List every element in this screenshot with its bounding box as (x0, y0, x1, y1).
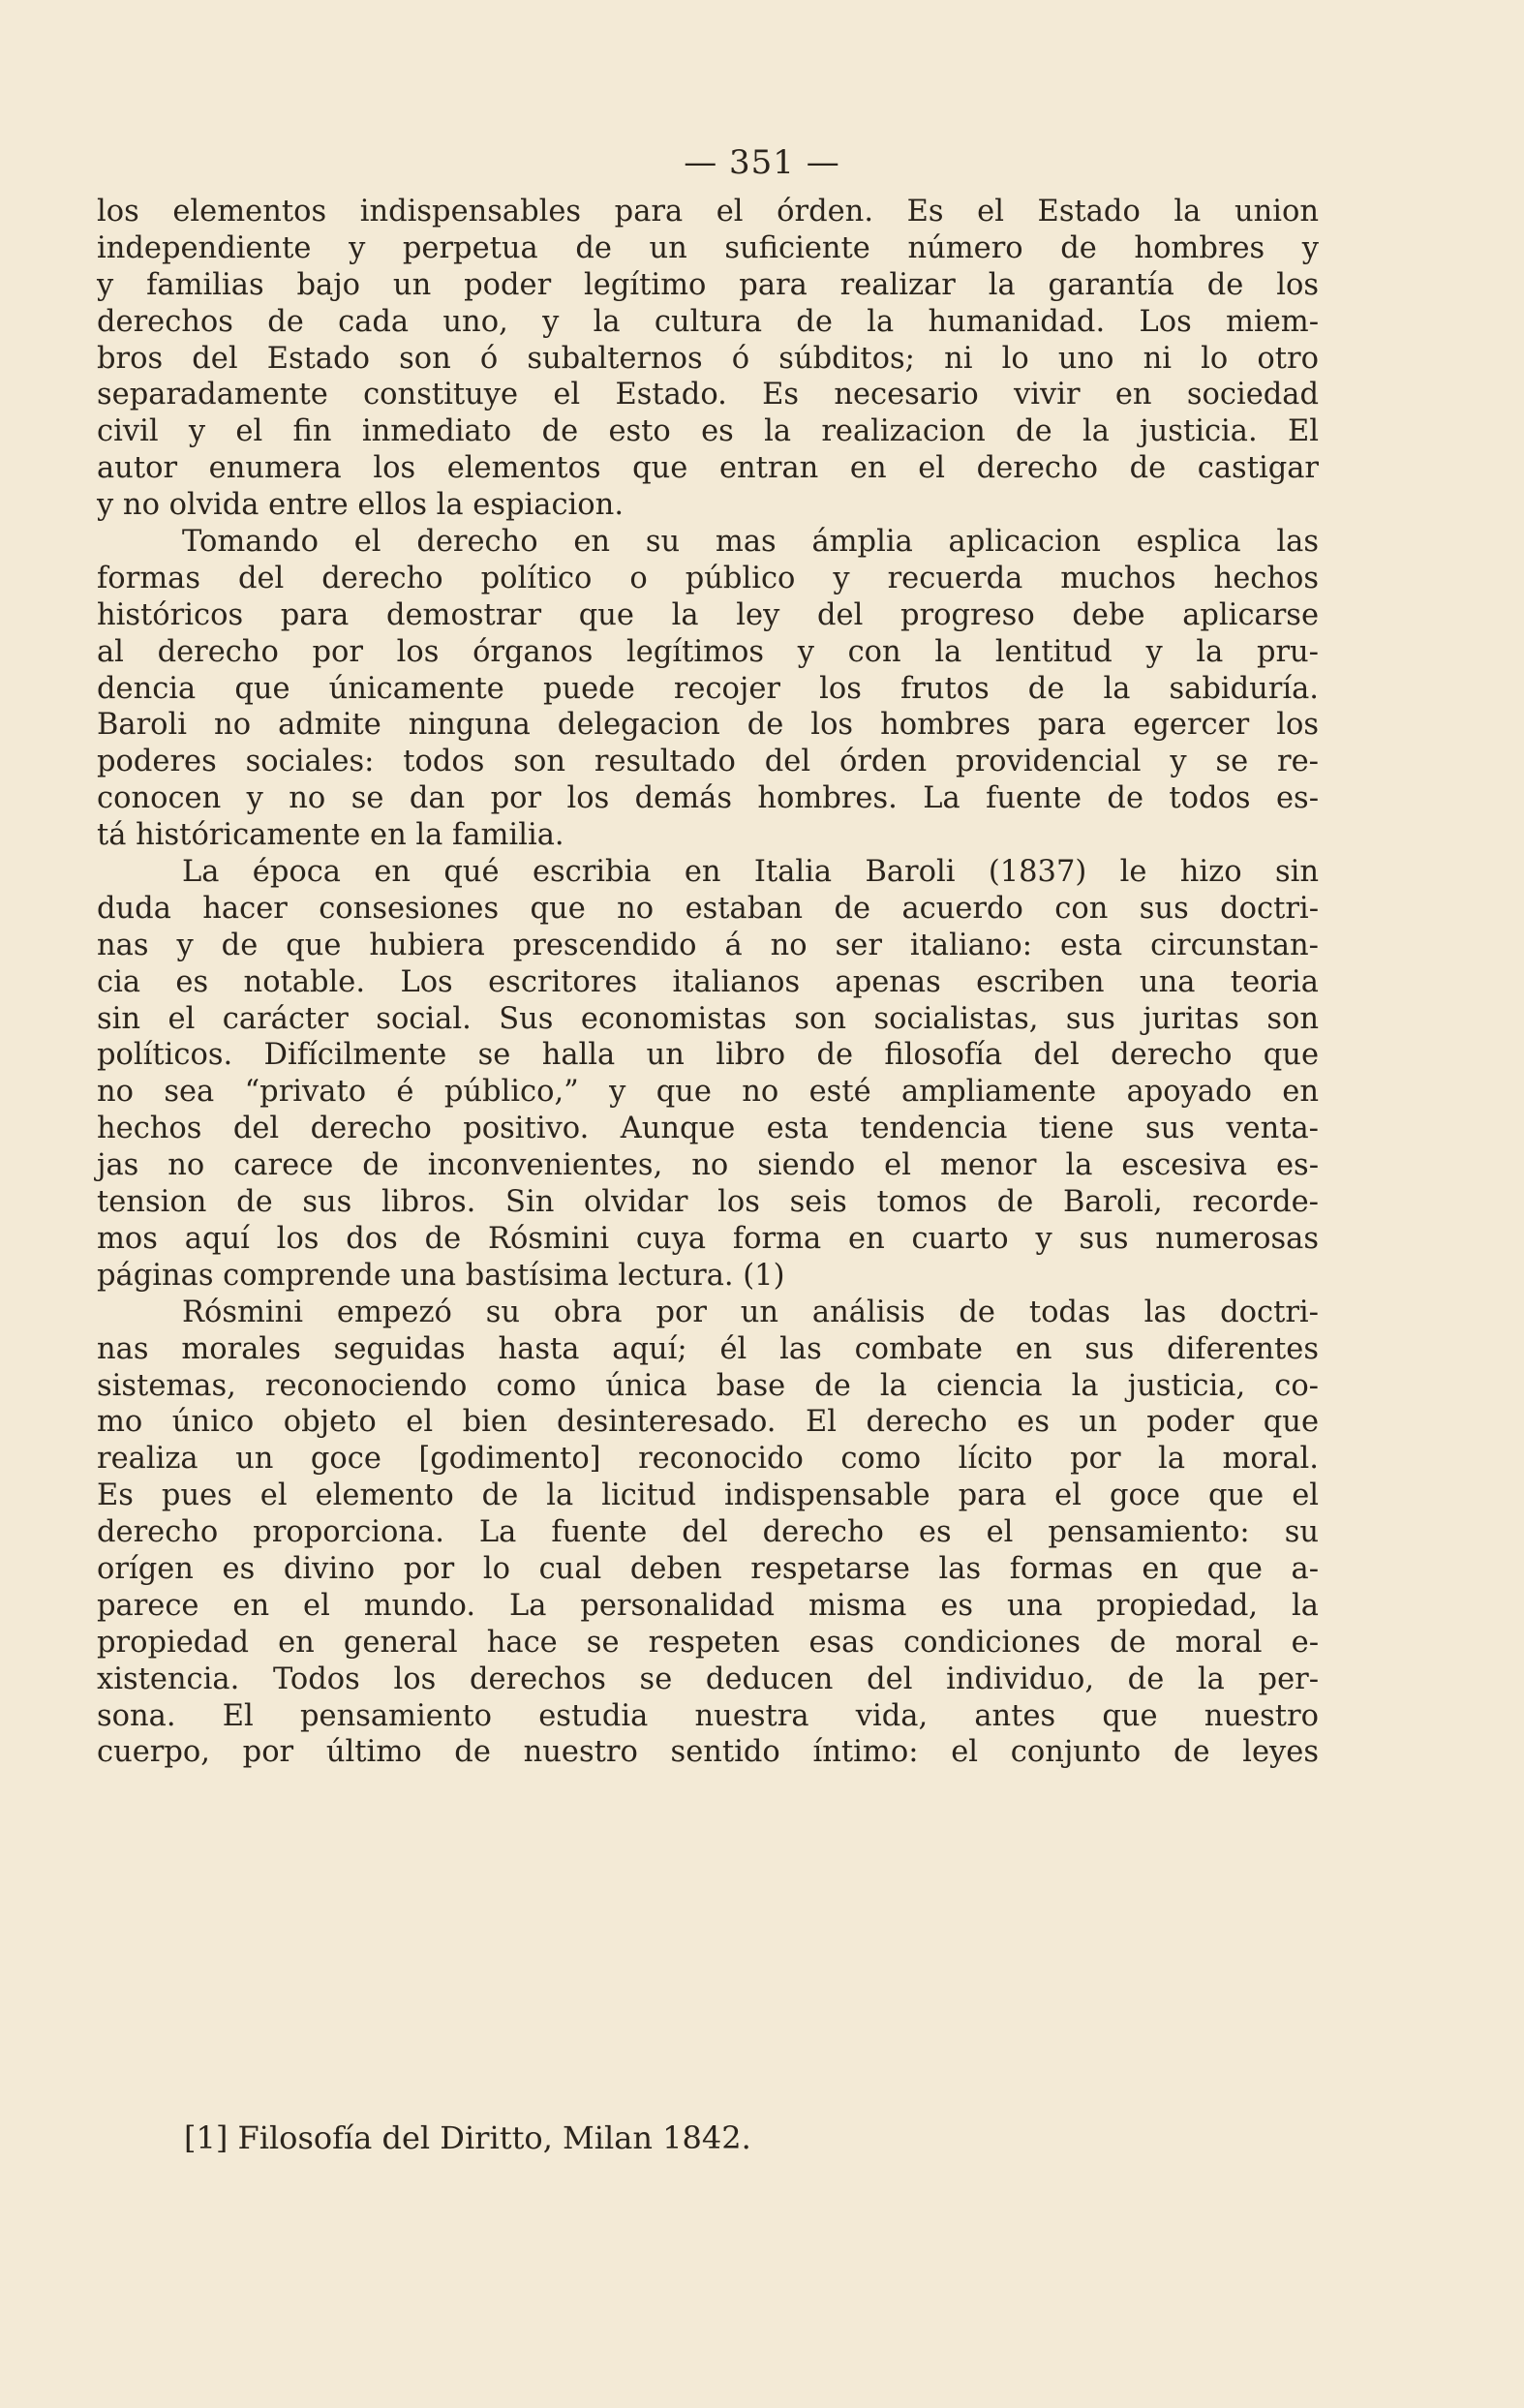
text-line: jas no carece de inconvenientes, no siendo el menor la escesiva es- (97, 1148, 1319, 1183)
text-line: tension de sus libros. Sin olvidar los seis tomos de Baroli, recorde- (97, 1185, 1319, 1220)
text-line: conocen y no se dan por los demás hombres. La fuente de todos es- (97, 781, 1319, 816)
text-line: Baroli no admite ninguna delegacion de los hombres para egercer los (97, 708, 1319, 743)
text-line: mos aquí los dos de Rósmini cuya forma en cuarto y sus numerosas (97, 1221, 1319, 1256)
text-line: sin el carácter social. Sus economistas son socialistas, sus juritas son (97, 1001, 1319, 1036)
text-line: xistencia. Todos los derechos se deducen del individuo, de la per- (97, 1661, 1319, 1696)
text-line: históricos para demostrar que la ley del progreso debe aplicarse (97, 597, 1319, 632)
text-line: y no olvida entre ellos la espiacion. (97, 488, 625, 523)
text-line: no sea “privato é público,” y que no esté ampliamente apoyado en (97, 1075, 1319, 1110)
footnote: [1] Filosofía del Diritto, Milan 1842. (184, 2119, 751, 2156)
text-line: realiza un goce [godimento] reconocido como lícito por la moral. (97, 1442, 1319, 1477)
text-line: bros del Estado son ó subalternos ó súbditos; ni lo uno ni lo otro (97, 341, 1319, 376)
text-line: Rósmini empezó su obra por un análisis de todas las doctri- (182, 1295, 1319, 1329)
text-line: derechos de cada uno, y la cultura de la humanidad. Los miem- (97, 304, 1319, 339)
text-line: tá históricamente en la familia. (97, 818, 564, 853)
text-line: y familias bajo un poder legítimo para realizar la garantía de los (97, 267, 1319, 302)
text-line: nas morales seguidas hasta aquí; él las combate en sus diferentes (97, 1331, 1319, 1366)
text-line: poderes sociales: todos son resultado del órden providencial y se re- (97, 745, 1319, 779)
text-line: hechos del derecho positivo. Aunque esta tendencia tiene sus venta- (97, 1112, 1319, 1146)
text-line: Tomando el derecho en su mas ámplia aplicacion esplica las (182, 525, 1319, 560)
text-line: formas del derecho político o público y recuerda muchos hechos (97, 561, 1319, 595)
text-line: duda hacer consesiones que no estaban de acuerdo con sus doctri- (97, 891, 1319, 926)
text-line: nas y de que hubiera prescendido á no ser italiano: esta circunstan- (97, 928, 1319, 962)
text-line: civil y el fin inmediato de esto es la realizacion de la justicia. El (97, 414, 1319, 449)
page-number: — 351 — (684, 143, 840, 182)
text-line: cuerpo, por último de nuestro sentido íntimo: el conjunto de leyes (97, 1735, 1319, 1770)
text-line: cia es notable. Los escritores italianos apenas escriben una teoria (97, 964, 1319, 999)
text-line: propiedad en general hace se respeten esas condiciones de moral e- (97, 1625, 1319, 1660)
text-line: independiente y perpetua de un suficiente número de hombres y (97, 230, 1319, 265)
text-line: dencia que únicamente puede recojer los frutos de la sabiduría. (97, 671, 1319, 706)
text-line: orígen es divino por lo cual deben respetarse las formas en que a- (97, 1551, 1319, 1586)
text-line: al derecho por los órganos legítimos y con la lentitud y la pru- (97, 634, 1319, 669)
text-line: sistemas, reconociendo como única base de la ciencia la justicia, co- (97, 1368, 1319, 1403)
text-line: parece en el mundo. La personalidad misma es una propiedad, la (97, 1588, 1319, 1623)
text-line: Es pues el elemento de la licitud indispensable para el goce que el (97, 1478, 1319, 1513)
text-line: páginas comprende una bastísima lectura. (1) (97, 1258, 785, 1293)
text-line: La época en qué escribia en Italia Baroli (1837) le hizo sin (182, 855, 1319, 890)
text-line: autor enumera los elementos que entran en el derecho de castigar (97, 451, 1319, 486)
text-line: separadamente constituye el Estado. Es necesario vivir en sociedad (97, 378, 1319, 412)
text-line: derecho proporciona. La fuente del derecho es el pensamiento: su (97, 1515, 1319, 1550)
text-line: mo único objeto el bien desinteresado. El derecho es un poder que (97, 1405, 1319, 1440)
text-line: los elementos indispensables para el órden. Es el Estado la union (97, 195, 1319, 229)
text-line: sona. El pensamiento estudia nuestra vida, antes que nuestro (97, 1698, 1319, 1733)
text-line: políticos. Difícilmente se halla un libro de filosofía del derecho que (97, 1038, 1319, 1073)
body-text (97, 194, 1319, 1771)
